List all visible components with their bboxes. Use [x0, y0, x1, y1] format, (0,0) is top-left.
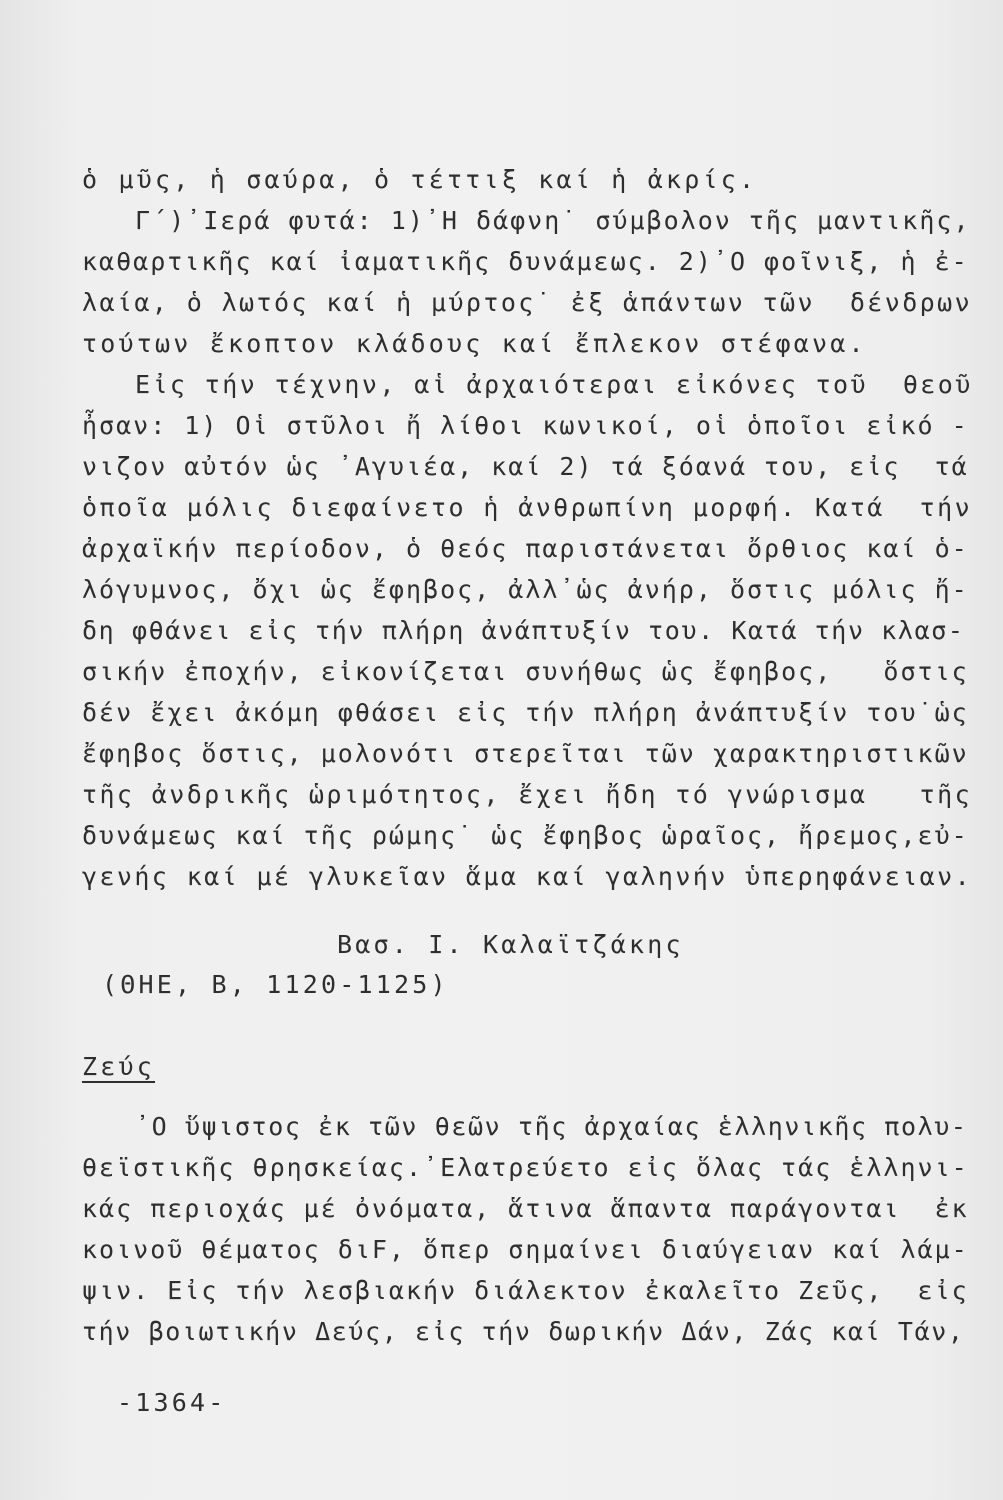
- text-line: Εἰς τήν τέχνην, αἱ ἀρχαιότεραι εἰκόνες τοῦ θεοῦ: [135, 370, 973, 399]
- text-line: σικήν ἐποχήν, εἰκονίζεται συνήθως ὡς ἔφηβος, ὅστις: [82, 657, 969, 686]
- text-line: δη φθάνει εἰς τήν πλήρη ἀνάπτυξίν του. Κατά τήν κλασ-: [82, 616, 965, 645]
- text-line: τῆς ἀνδρικῆς ὡριμότητος, ἔχει ἤδη τό γνώρισμα τῆς: [82, 780, 973, 809]
- text-line: γενής καί μέ γλυκεῖαν ἅμα καί γαληνήν ὑπερηφάνειαν.: [82, 862, 973, 891]
- text-line: καθαρτικῆς καί ἰαματικῆς δυνάμεως. 2)᾿Ο φοῖνιξ, ἡ ἐ-: [82, 247, 969, 276]
- text-line: δυνάμεως καί τῆς ρώμης˙ ὡς ἔφηβος ὡραῖος, ἤρεμος,εὐ-: [82, 821, 969, 850]
- text-line: τήν βοιωτικήν Δεύς, εἰς τήν δωρικήν Δάν, Ζάς καί Τάν,: [82, 1317, 965, 1346]
- text-line: θεϊστικῆς θρησκείας.᾿Ελατρεύετο εἰς ὅλας τάς ἑλληνι-: [82, 1153, 969, 1182]
- text-line: Γ΄)᾿Ιερά φυτά: 1)᾿Η δάφνη˙ σύμβολον τῆς μαντικῆς,: [135, 206, 971, 235]
- text-line: κοινοῦ θέματος διF, ὅπερ σημαίνει διαύγειαν καί λάμ-: [82, 1235, 969, 1264]
- text-line: ἦσαν: 1) Οἱ στῦλοι ἤ λίθοι κωνικοί, οἱ ὁποῖοι εἰκό -: [82, 411, 969, 440]
- section-heading: Ζεύς: [82, 1052, 156, 1081]
- text-line: δέν ἔχει ἀκόμη φθάσει εἰς τήν πλήρη ἀνάπτυξίν του˙ὡς: [82, 698, 969, 727]
- text-line: τούτων ἔκοπτον κλάδους καί ἔπλεκον στέφανα.: [82, 329, 867, 358]
- source-reference: (ΘΗΕ, Β, 1120-1125): [102, 970, 449, 999]
- text-line: ἀρχαϊκήν περίοδον, ὁ θεός παριστάνεται ὄρθιος καί ὁ-: [82, 534, 969, 563]
- text-line: ᾿Ο ὕψιστος ἐκ τῶν θεῶν τῆς ἀρχαίας ἑλληνικῆς πολυ-: [135, 1112, 968, 1141]
- author-signature: Βασ. Ι. Καλαϊτζάκης: [337, 930, 684, 959]
- text-line: ὁποῖα μόλις διεφαίνετο ἡ ἀνθρωπίνη μορφή. Κατά τήν: [82, 493, 973, 522]
- text-line: λαία, ὁ λωτός καί ἡ μύρτος˙ ἐξ ἁπάντων τῶν δένδρων: [82, 288, 973, 317]
- text-line: ψιν. Εἰς τήν λεσβιακήν διάλεκτον ἐκαλεῖτο Ζεῦς, εἰς: [82, 1276, 969, 1305]
- text-line: κάς περιοχάς μέ ὀνόματα, ἅτινα ἅπαντα παράγονται ἐκ: [82, 1194, 969, 1223]
- text-line: ὁ μῦς, ἡ σαύρα, ὁ τέττιξ καί ἡ ἀκρίς.: [82, 165, 758, 194]
- text-line: ἔφηβος ὅστις, μολονότι στερεῖται τῶν χαρακτηριστικῶν: [82, 739, 969, 768]
- page-number: -1364-: [117, 1388, 227, 1417]
- text-line: νιζον αὐτόν ὡς ᾿Αγυιέα, καί 2) τά ξόανά του, εἰς τά: [82, 452, 969, 481]
- text-line: λόγυμνος, ὄχι ὡς ἔφηβος, ἀλλ᾿ὡς ἀνήρ, ὅστις μόλις ἤ-: [82, 575, 969, 604]
